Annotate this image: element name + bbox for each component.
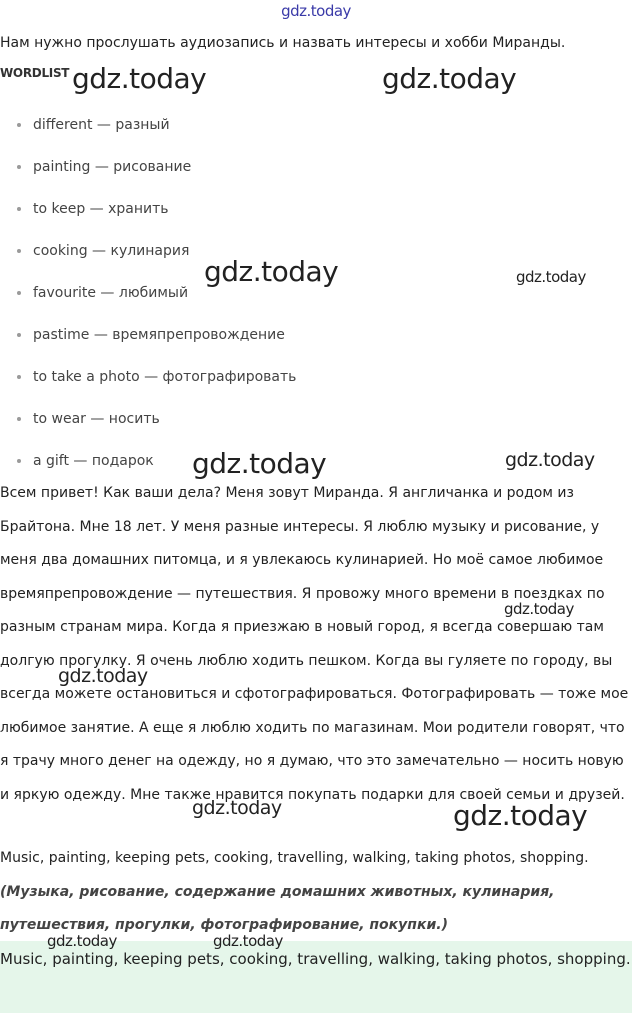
watermark: gdz.today (213, 932, 283, 950)
bullet-icon (17, 459, 21, 463)
wordlist-item (0, 146, 632, 188)
bullet-icon (17, 417, 21, 421)
wordlist-item (0, 104, 632, 146)
bullet-icon (17, 291, 21, 295)
watermark: gdz.today (47, 932, 117, 950)
wordlist-item (0, 356, 632, 398)
watermark: gdz.today (204, 255, 339, 288)
answer-russian: (Музыка, рисование, содержание домашних животных, кулинария, путешествия, прогулки, фотографирование, покупки.) (0, 883, 555, 933)
wordlist-item (0, 314, 632, 356)
watermark: gdz.today (516, 268, 586, 286)
wordlist-title: WORDLIST (0, 66, 70, 80)
final-answer-text: Music, painting, keeping pets, cooking, travelling, walking, taking photos, shopping. (0, 950, 631, 968)
bullet-icon (17, 375, 21, 379)
bullet-icon (17, 207, 21, 211)
wordlist (0, 104, 632, 482)
wordlist-item-text: painting — рисование (33, 159, 192, 175)
wordlist-item-text: to keep — хранить (33, 201, 169, 217)
answer-english: Music, painting, keeping pets, cooking, travelling, walking, taking photos, shopping. (0, 850, 589, 866)
wordlist-item-text: pastime — времяпрепровождение (33, 327, 285, 343)
watermark-top: gdz.today (281, 2, 351, 20)
watermark: gdz.today (453, 799, 588, 832)
bullet-icon (17, 165, 21, 169)
watermark: gdz.today (505, 449, 595, 471)
wordlist-item-text: to wear — носить (33, 411, 160, 427)
bullet-icon (17, 249, 21, 253)
final-answer-box (0, 941, 632, 1013)
wordlist-item-text: different — разный (33, 117, 170, 133)
wordlist-item-text: to take a photo — фотографировать (33, 369, 297, 385)
wordlist-item-text: a gift — подарок (33, 453, 154, 469)
bullet-icon (17, 123, 21, 127)
wordlist-item-text: favourite — любимый (33, 285, 189, 301)
watermark: gdz.today (192, 447, 327, 480)
watermark: gdz.today (504, 600, 574, 618)
intro-text: Нам нужно прослушать аудиозапись и назвать интересы и хобби Миранды. (0, 35, 566, 51)
wordlist-item-text: cooking — кулинария (33, 243, 190, 259)
watermark: gdz.today (382, 62, 517, 95)
watermark: gdz.today (192, 797, 282, 819)
wordlist-item (0, 188, 632, 230)
translation-text (0, 477, 632, 812)
wordlist-item (0, 398, 632, 440)
watermark: gdz.today (72, 62, 207, 95)
bullet-icon (17, 333, 21, 337)
translation-paragraph: Всем привет! Как ваши дела? Меня зовут Миранда. Я англичанка и родом из Брайтона. Мне 18 лет. У меня разные интересы. Я люблю музыку и рисование, у меня два домашних питомца, и я увлекаюсь кулинарией. Но моё самое любимое времяпрепровождение — путешествия. Я провожу много времени в поездках по разным странам мира. Когда я приезжаю в новый город, я всегда совершаю там долгую прогулку. Я очень люблю ходить пешком. Когда вы гуляете по городу, вы всегда можете остановиться и сфотографироваться. Фотографировать — тоже мое любимое занятие. А еще я люблю ходить по магазинам. Мои родители говорят, что я трачу много денег на одежду, но я думаю, что это замечательно — носить новую и яркую одежду. Мне также нравится покупать подарки для своей семьи и друзей. (0, 485, 629, 803)
watermark: gdz.today (58, 665, 148, 687)
answer-block (0, 842, 632, 943)
